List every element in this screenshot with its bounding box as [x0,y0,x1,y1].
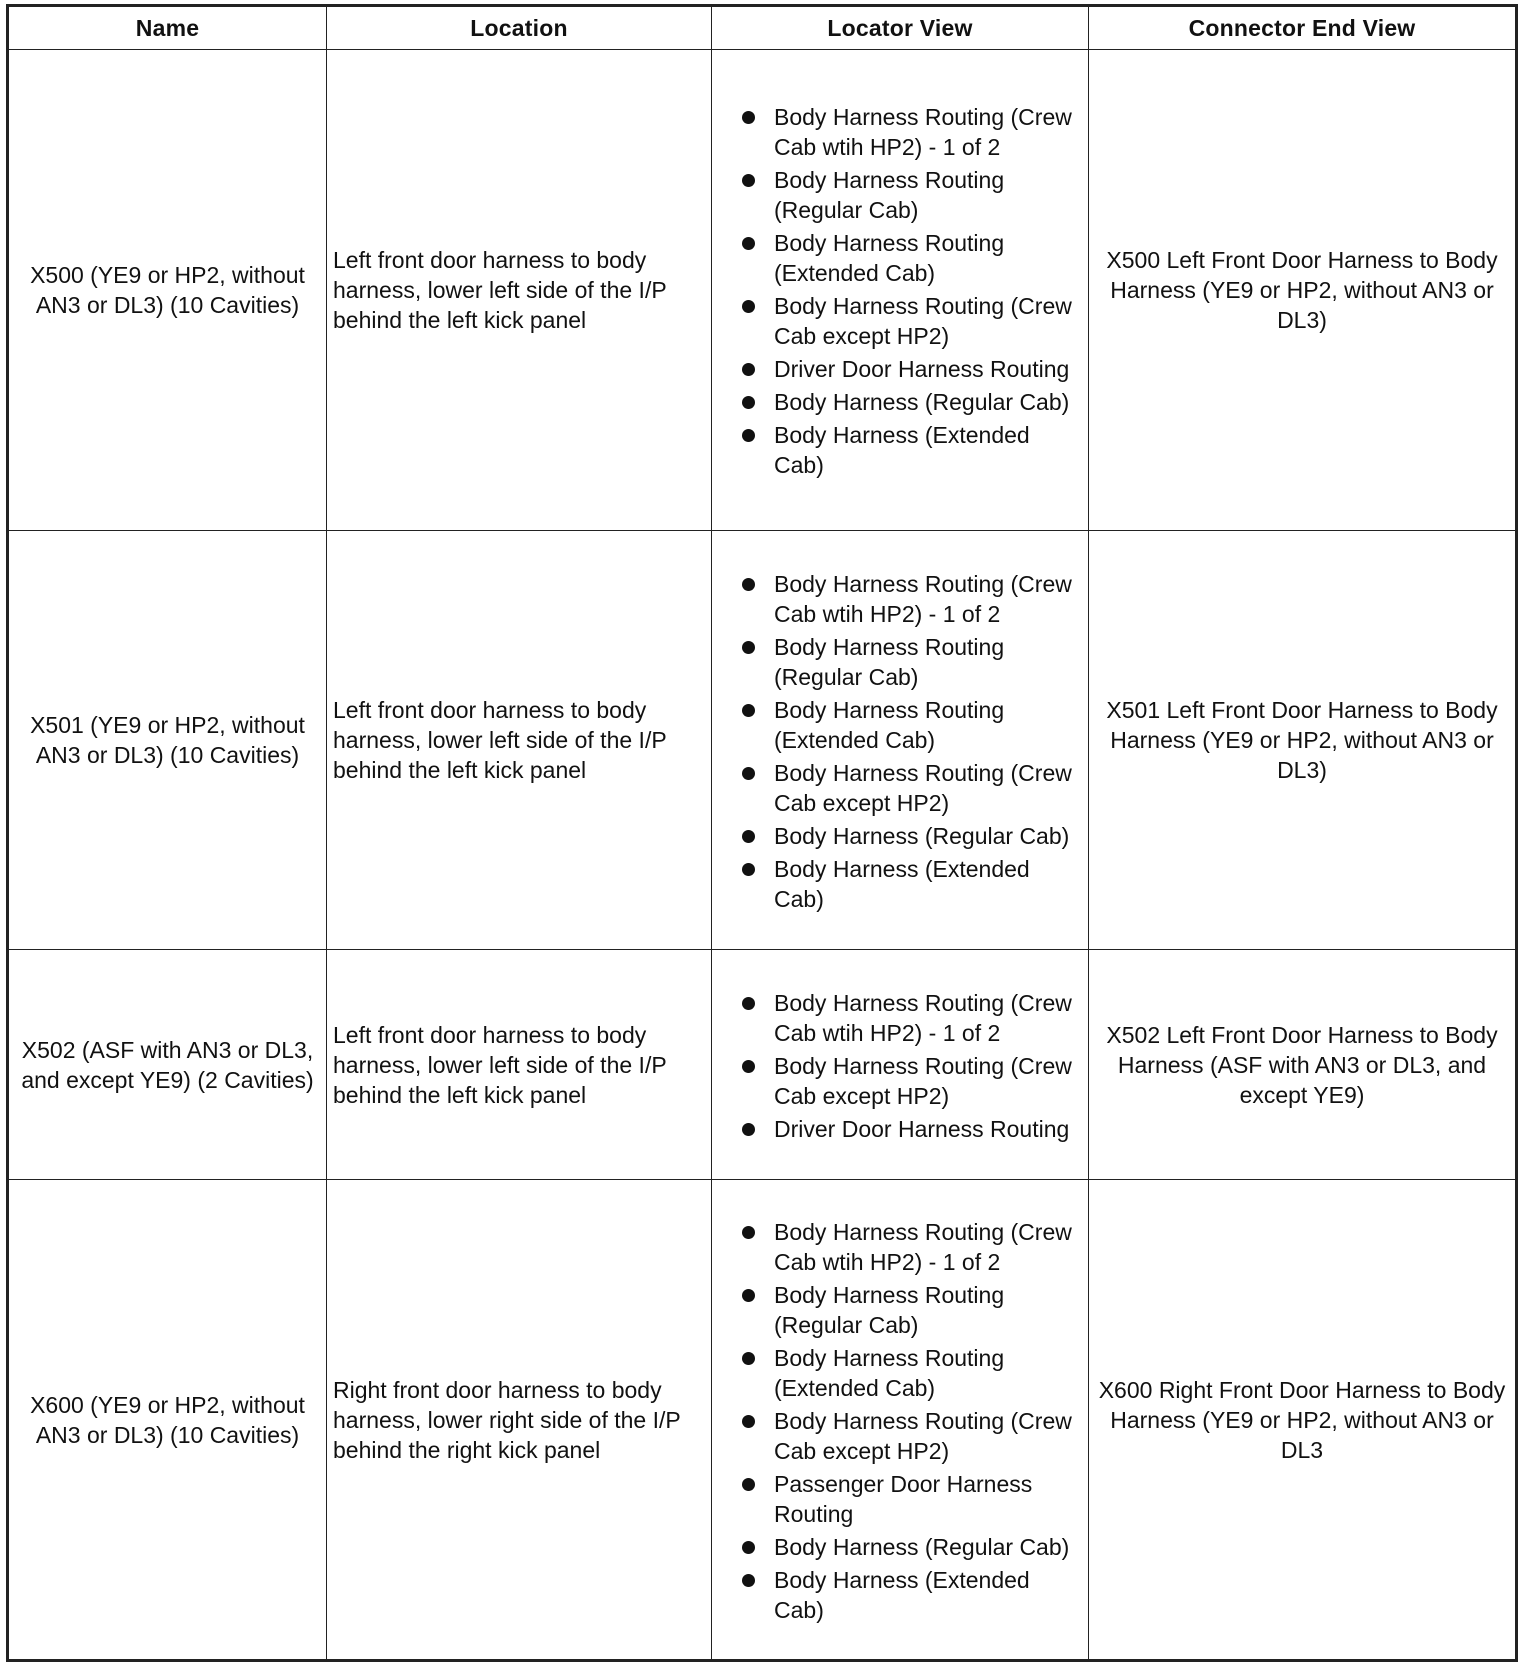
connector-end-view[interactable]: X500 Left Front Door Harness to Body Harness (YE9 or HP2, without AN3 or DL3) [1089,50,1517,531]
list-item[interactable] [718,291,1080,351]
locator-link[interactable]: Body Harness (Extended Cab) [774,855,1030,912]
list-item[interactable] [718,1406,1080,1466]
connector-name: X600 (YE9 or HP2, without AN3 or DL3) (10 Cavities) [8,1180,327,1661]
header-connector-end-view: Connector End View [1089,6,1517,50]
locator-view-list [718,569,1080,914]
list-item[interactable] [718,821,1080,851]
bullet-icon [742,396,755,409]
list-item[interactable] [718,758,1080,818]
locator-link[interactable]: Body Harness (Extended Cab) [774,422,1030,478]
list-item[interactable] [718,1217,1080,1277]
locator-link[interactable]: Body Harness Routing (Extended Cab) [774,1344,1005,1401]
locator-link[interactable]: Body Harness Routing (Extended Cab) [774,230,1005,286]
connector-table [6,4,1518,1662]
locator-link[interactable]: Body Harness Routing (Crew Cab wtih HP2) - 1 of 2 [774,1218,1072,1275]
table-row [8,1180,1517,1661]
bullet-icon [742,300,755,313]
connector-name: X502 (ASF with AN3 or DL3, and except YE9) (2 Cavities) [8,950,327,1180]
bullet-icon [742,830,755,843]
bullet-icon [742,429,755,442]
locator-link[interactable]: Body Harness Routing (Crew Cab except HP2) [774,759,1072,816]
bullet-icon [742,237,755,250]
locator-view-cell [712,1180,1089,1661]
table-row [8,50,1517,531]
connector-end-view[interactable]: X502 Left Front Door Harness to Body Harness (ASF with AN3 or DL3, and except YE9) [1089,950,1517,1180]
list-item[interactable] [718,1532,1080,1562]
list-item[interactable] [718,1469,1080,1529]
list-item[interactable] [718,387,1080,417]
locator-view-cell [712,950,1089,1180]
bullet-icon [742,1541,755,1554]
bullet-icon [742,363,755,376]
connector-end-view[interactable]: X600 Right Front Door Harness to Body Harness (YE9 or HP2, without AN3 or DL3 [1089,1180,1517,1661]
connector-location: Left front door harness to body harness, lower left side of the I/P behind the left kick panel [327,950,712,1180]
header-name: Name [8,6,327,50]
locator-link[interactable]: Body Harness Routing (Crew Cab except HP2) [774,1407,1072,1464]
locator-link[interactable]: Passenger Door Harness Routing [774,1470,1033,1527]
locator-link[interactable]: Body Harness Routing (Regular Cab) [774,633,1005,690]
connector-location: Right front door harness to body harness, lower right side of the I/P behind the right kick panel [327,1180,712,1661]
bullet-icon [742,111,755,124]
bullet-icon [742,1478,755,1491]
connector-location: Left front door harness to body harness, lower left side of the I/P behind the left kick panel [327,50,712,531]
locator-link[interactable]: Body Harness Routing (Crew Cab except HP2) [774,1052,1072,1109]
bullet-icon [742,578,755,591]
bullet-icon [742,641,755,654]
bullet-icon [742,1574,755,1587]
list-item[interactable] [718,1343,1080,1403]
bullet-icon [742,1123,755,1136]
connector-name: X500 (YE9 or HP2, without AN3 or DL3) (10 Cavities) [8,50,327,531]
locator-link[interactable]: Body Harness Routing (Crew Cab wtih HP2) - 1 of 2 [774,989,1072,1046]
list-item[interactable] [718,632,1080,692]
bullet-icon [742,1289,755,1302]
list-item[interactable] [718,1280,1080,1340]
locator-link[interactable]: Body Harness Routing (Regular Cab) [774,1281,1005,1338]
locator-view-cell [712,50,1089,531]
locator-link[interactable]: Driver Door Harness Routing [774,1115,1070,1142]
list-item[interactable] [718,1051,1080,1111]
bullet-icon [742,767,755,780]
bullet-icon [742,1352,755,1365]
locator-link[interactable]: Body Harness Routing (Crew Cab wtih HP2) - 1 of 2 [774,570,1072,627]
bullet-icon [742,997,755,1010]
list-item[interactable] [718,854,1080,914]
table-row [8,531,1517,950]
list-item[interactable] [718,228,1080,288]
list-item[interactable] [718,102,1080,162]
locator-link[interactable]: Body Harness (Regular Cab) [774,1533,1070,1560]
list-item[interactable] [718,569,1080,629]
locator-link[interactable]: Body Harness (Regular Cab) [774,389,1070,415]
table-row [8,950,1517,1180]
locator-view-list [718,102,1080,480]
locator-view-list [718,1217,1080,1625]
bullet-icon [742,1226,755,1239]
list-item[interactable] [718,420,1080,480]
list-item[interactable] [718,695,1080,755]
list-item[interactable] [718,1114,1080,1144]
locator-link[interactable]: Body Harness (Extended Cab) [774,1566,1030,1623]
bullet-icon [742,1060,755,1073]
header-locator-view: Locator View [712,6,1089,50]
connector-end-view[interactable]: X501 Left Front Door Harness to Body Harness (YE9 or HP2, without AN3 or DL3) [1089,531,1517,950]
locator-link[interactable]: Body Harness Routing (Crew Cab except HP2) [774,293,1072,349]
list-item[interactable] [718,1565,1080,1625]
locator-link[interactable]: Body Harness Routing (Regular Cab) [774,167,1005,223]
locator-link[interactable]: Body Harness (Regular Cab) [774,822,1070,849]
connector-location: Left front door harness to body harness, lower left side of the I/P behind the left kick panel [327,531,712,950]
bullet-icon [742,704,755,717]
bullet-icon [742,1415,755,1428]
connector-name: X501 (YE9 or HP2, without AN3 or DL3) (10 Cavities) [8,531,327,950]
locator-view-cell [712,531,1089,950]
list-item[interactable] [718,988,1080,1048]
header-location: Location [327,6,712,50]
bullet-icon [742,174,755,187]
locator-link[interactable]: Body Harness Routing (Extended Cab) [774,696,1005,753]
header-row [8,6,1517,50]
locator-link[interactable]: Body Harness Routing (Crew Cab wtih HP2) - 1 of 2 [774,104,1072,160]
locator-view-list [718,988,1080,1144]
list-item[interactable] [718,354,1080,384]
list-item[interactable] [718,165,1080,225]
locator-link[interactable]: Driver Door Harness Routing [774,356,1070,382]
bullet-icon [742,863,755,876]
